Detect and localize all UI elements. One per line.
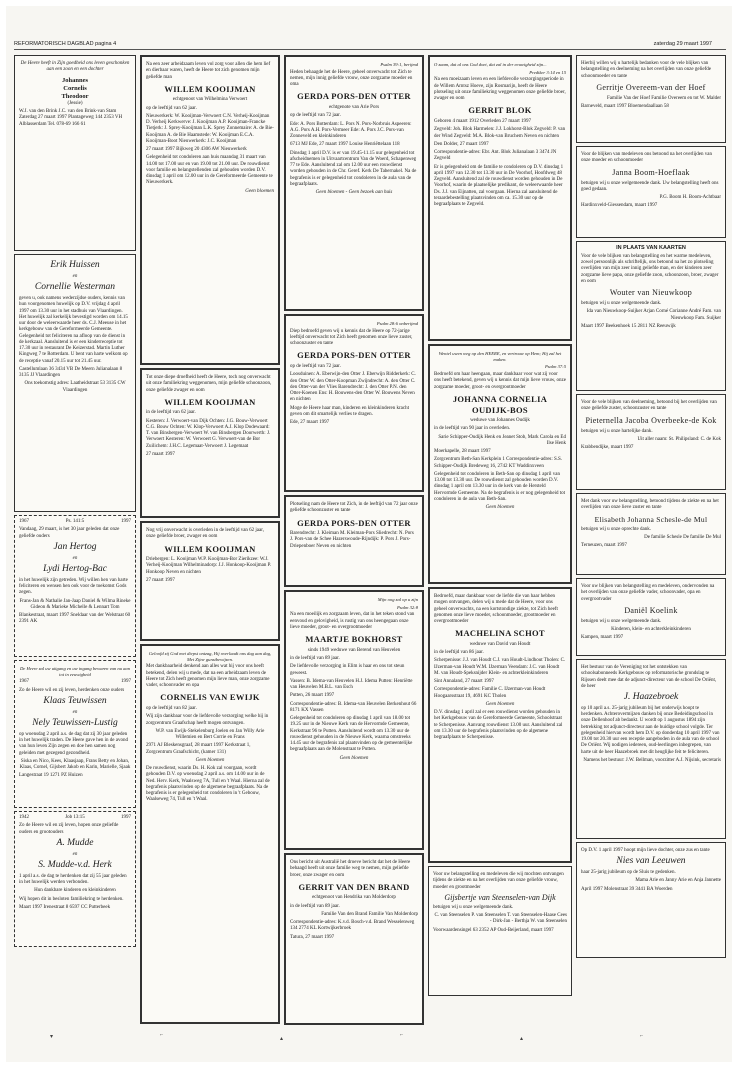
board-signatures: Namens het bestuur: J.W. Bellman, voorzitter A.J. Nijsink, secretaris xyxy=(583,757,721,763)
thanks-van-steenselen xyxy=(428,866,572,996)
thanks-schesle xyxy=(576,493,726,575)
obituary-bokhorst xyxy=(284,590,424,850)
family-list: Kesteren: J. Verwoert-van Dijk Ochten: J.G. Bouw-Verwoert C.G. Bouw Ochten: W. Klop-Verwoert A.J. Klop Dodewaard: T. van Binsbergen-Verwoert W. van Binsbergen Doorwerth: J. Verwoert Kesteren: W. Verwoert G. Verwoert-van de Bor Zuilichem: J.H.C. Legemaat-Verwoert J. Legemaat xyxy=(146,418,271,449)
en-text: en xyxy=(72,851,78,857)
announcement-intro: De Heere heeft in Zijn goedheid ons leven geschonken aan een zoon en een dochter xyxy=(20,61,130,73)
obituary-intro: Na een moeilijk en zorgzaam leven, dat in het teken stond van eenvoud en gelovigheid, is rustig van ons heengegaan onze lieve moeder, groot- en overgrootmoeder xyxy=(290,612,415,630)
column-4 xyxy=(428,55,572,999)
obituary-intro: Bedroefd om haar heengaan, maar dankbaar voor wat zij voor ons heeft betekend, geven wij u kennis dat mijn lieve vrouw, onze zorgzame moeder, groot- en overgrootmoeder xyxy=(434,372,566,390)
obituary-date: Moerkapelle, 28 maart 1997 xyxy=(434,449,491,455)
obituary-service: De rouwdienst, waarin Ds. H. Kok zal voorgaan, wordt gehouden D.V. op woensdag 2 april a.s. om 14.00 uur in de Ned. Herv. Kerk, Waalsweg 7A, Tull en 't Waal. Hierna zal de begrafenis plaatsvinden op de algemene begraafplaats. Na de begrafenis is er gelegenheid tot condoleren in 't Gebouw, Waalseweg 74, Tull en 't Waal. xyxy=(146,766,270,803)
correspondence-address: Correspondentie-adres: Familie C. IJzerman-van Houdt Hoogaarsstraat 19, 4691 KC Tholen xyxy=(434,687,546,699)
column-2 xyxy=(140,55,280,1027)
jubilee-body: op 10 april a.s. 25-jarig jubileum bij het onderwijs hoopt te herdenken. Achterovermijzen danken bij onze Bedeidingschool in onze Dellenhoof ab bedankt. U wordt op 1 augustus 1894 zijn betrekking tot adjunct-directeur aan de huidige school volgde. Ter gelegenheid hiervan wordt hem D.V. op donderdag 10 april 1997 van 19.00 tot 20.30 uur een receptie aangeboden in de aula van de school De Oriënt. Wij nodigen iedereen, oud-leerlingen inbegrepen, van harte uit de heer Haazebroek met dit heuglijke feit te feliciteren. xyxy=(581,705,720,755)
anniversary-intro: Zo de Heere wil en zij leven, herdenken onze ouders xyxy=(19,687,125,693)
future-address: Ons toekomstig adres: Laatheidstraat 53 3135 CW Vlaardingen xyxy=(24,381,126,393)
thanks-body: betuigen wij u onze hartelijke dank. xyxy=(581,428,653,434)
obituary-intro: Na een moeizaam leven en een liefdevolle verzorgingsperiode in de Willem Arntsz Hoeve, zijn Rosmarijn, heeft de Heere plotseling uit onze familiekring weggenomen onze geliefde broer, zwager en oom xyxy=(434,77,566,102)
anniversary-hertog xyxy=(14,515,136,657)
jubilee-van-leeuwen xyxy=(576,842,726,958)
obituary-intro: Na een zeer arbeidzaam leven vol zorg voor allen die hem lief en dierbaar waren, heeft de Heere tot zich genomen mijn geliefde man xyxy=(146,62,271,80)
obituary-date: 2971 AJ Bleskensgraaf, 28 maart 1997 Kerkstraat 1, Zorgcentrum Graafschicht, (kamer 131) xyxy=(146,743,251,755)
anniversary-body: op woensdag 2 april a.s. de dag dat zij 30 jaar geleden in het huwelijk traden. De Heere gave hen in de avond van hun leven Zijn zegen en doe hen samen nog geleiden met gezegend gezondheid. xyxy=(19,731,128,756)
obituary-note: Geen bloemen xyxy=(245,188,274,194)
husband-name: Klaas Teuwissen xyxy=(43,695,107,706)
bible-quote: O zaam, dat al ons God doet, dat zal in der eeuwigheid zijn... xyxy=(434,62,547,67)
thanks-address: Terneuzen, maart 1997 xyxy=(581,543,627,549)
year-end: 1997 xyxy=(121,519,131,524)
column-3 xyxy=(284,55,424,1028)
thanks-overeem xyxy=(576,55,726,143)
column-1 xyxy=(14,55,136,950)
thanks-address: Kampen, maart 1997 xyxy=(581,635,624,641)
section-title: IN PLAATS VAN KAARTEN xyxy=(616,245,686,251)
thanks-intro: Voor uw blijken van belangstelling en medeleven, ondervonden na het overlijden van onze geliefde vader, schoonvader, opa en overgrootvader xyxy=(581,584,715,602)
deceased-name: CORNELIS VAN EWIJK xyxy=(160,692,260,703)
anniversary-address: Langestraat 19 1271 PZ Huizen xyxy=(19,773,83,779)
scan-mark: ▾ xyxy=(50,1034,54,1040)
family-list: Loosduinen: A. Eberwijn-den Otter J. Eberwijn Ridderkerk: C. den Otter W. den Otter-Koopman Zwijndrecht: A. den Otter C. den Otter-van der Vlies Barendrecht: J. den Otter P.N. den Otter-Koenen Ens: H. Bouwens-den Otter W. Bouwens Neven en nichten xyxy=(290,372,416,403)
children-names: Frans-Jan & Nathalie Jan-Jaap Daniel & Wilma Rineke Gideon & Marieke Michelle & Lennart Tom xyxy=(19,598,131,610)
family-list: Ida van Nieuwkoop-Suijker Arjan Corné Corianne André Fam. van Nieuwkoop Fam. Suijker xyxy=(586,309,721,321)
obituary-body: Wij zijn dankbaar voor de liefdevolle verzorging welke hij in zorgcentrum Graafschap heeft mogen ontvangen. xyxy=(146,714,269,726)
child-nickname: (Jessie) xyxy=(67,100,83,106)
family-list: Nieuwerkerk: W. Kooijman-Verwoert C.N. Verheij-Kooijman D. Verheij Kerkwerve: J. Kooijman A.P. Kooijman-Francke Tietjerk: J. Sprey-Kooijman L.K. Sprey Zonnemaire: A. de Bie-Kooijman A. de Bie Haamstede: W. Kooijman E.C.A. Kooijman-Boot Nieuwerkerk: J.C. Kooijman xyxy=(146,113,274,144)
obituary-intro: Met dankbaarheid denkend aan alles wat hij voor ons heeft betekend, delen wij u mede, dat na een arbeidzaam leven de Heere tot Zich heeft genomen mijn lieve man, onze zorgzame vader, schoonvader en opa xyxy=(146,664,270,689)
children-names: Siska en Nico, Kees, Klaasjaap, Frans Betty en Johan, Klaas, Cornel, Gijsbert Jakob en Karin, Marielle, Sjaak xyxy=(19,758,131,771)
correspondence-address: Correspondentie-adres: B. Idema-van Heuvelen Berkenhout 66 8171 KX Vassen xyxy=(290,701,417,713)
verse-ref: Psalm 37:5 xyxy=(544,364,566,370)
obituary-service: Gelegenheid tot condoleren op dinsdag 1 april van 18.00 tot 19.25 uur in de Nieuwe Kerk van de Hervormde Gemeente, Kerkstraat 96 te Putten. Aansluitend wordt om 13.30 uur de rouwdienst gehouden in de Nieuwe Kerk, waarna omstreeks 14.45 uur de begrafenis zal plaatsvinden op de gemeentelijke begraafplaats aan de Molenstraat te Putten. xyxy=(290,716,413,753)
scan-mark: ⌐ xyxy=(640,1033,644,1039)
anniversary-note: Wij hopen dit in besloten familiekring te herdenken. xyxy=(19,896,124,902)
deceased-name: WILLEM KOOIJMAN xyxy=(164,543,256,554)
deceased-age: in de leeftijd van 90 jaar in overleden. xyxy=(434,426,511,432)
wedding-body: geven u, ook namens wederzijdse ouders, kennis van hun voorgenomen huwelijk op D.V. vrijdag 4 april 1997 om 13.30 uur in het stadhuis van Vlaardingen. Het huwelijk zal kerkelijk bevestigd worden om 14.15 uur door de weleerwaarde heer ds. C.J. Meeuse in het kerkgebouw van de Gereformeerde Gemeente. Gelegenheid tot feliciteren na afloop van de dienst in de kerkzaal. Aansluitend is er een kinderreceptie tot 17.30 uur in restaurant De Keizerstad. Martin Luther Kingweg 7 te Rotterdam. U bent van harte welkom op de receptie vanaf 20.15 uur tot 21.45 uur. xyxy=(19,296,128,364)
year-end: 1997 xyxy=(121,815,131,820)
announcement-body: W.J. van den Brink J.C. van den Brink-van Stam Zaterdag 27 maart 1997 Plantageweg 144 2353 VH Alblasserdam Tel. 078-69 166 61 xyxy=(19,109,123,127)
year-start: 1967 xyxy=(19,519,29,524)
deceased-name: Janna Boom-Hoeflaak xyxy=(612,167,690,177)
anniversary-mudde xyxy=(14,811,136,947)
deceased-age: op de leeftijd van 72 jaar. xyxy=(290,364,341,370)
family-list: De familie Schesle De familie De Mul xyxy=(644,535,721,541)
family-list: Sarie Schipper-Oudijk Henk en Jeanet Stob, Mark Carola en Ed Ilse Henk xyxy=(438,434,566,446)
obituary-body: De liefdevolle verzorging in Elim is haar en ons tot steun geweest. xyxy=(290,664,405,676)
anniversary-address: Maart 1997 Irenestraat 8 6597 CC Putterbeek xyxy=(19,904,111,910)
year-start: 1967 xyxy=(19,679,29,685)
obituary-date: Tatura, 27 maart 1997 xyxy=(290,934,335,940)
thanks-body: betuigen wij u onze welgemeende dank. xyxy=(581,301,662,307)
family-list: W.P. van Ewijk-Stekelenburg Joelen en Jan Willy Arie Willemien en Bert Corrie en Frans xyxy=(155,728,265,741)
scan-mark: ▴ xyxy=(280,1036,284,1042)
family-list: Scherpenisse: J.J. van Houdt C.J. van Houdt-Lindhout Tholen: C. IJzerman-van Houdt W.M. IJzerman Veendam: J.C. van Houdt M. van Houdt-Speksnijder Klein- en achterkleinkinderen xyxy=(434,658,566,676)
obituary-intro: Heden behaagde het de Heere, geheel onverwacht tot Zich te nemen, mijn innig geliefde vrouw, onze zorgzame moeder en oma xyxy=(290,69,413,88)
masthead-right: zaterdag 29 maart 1997 xyxy=(653,41,712,47)
deceased-age: op de leeftijd van 72 jaar. xyxy=(290,113,341,119)
thanks-body: betuigen wij u onze welgemeende dank. xyxy=(433,904,514,910)
correspondence-address: Correspondentie-adres: Ebr. Ant. Blok Julianalaan 3 3474 JN Zegveld xyxy=(434,150,557,162)
verse-ref: Prediker 3:14 en 15 xyxy=(529,69,566,75)
year-end: 1997 xyxy=(121,679,131,685)
obituary-kooijman-3 xyxy=(140,521,280,641)
obituary-body: D.V. dinsdag 1 april zal er een rouwdienst worden gehouden in het Kerkgebouw van de Gereformeerde Gemeente, Schoolstraat te Scherpenisse. Aanvang rouwdienst 13.00 uur. Aansluitend zal om 13.30 uur de begrafenis plaatsvinden op de algemene begraafplaats te Scherpenisse. xyxy=(434,710,563,741)
deceased-name: Pieternella Jacoba Overbeeke-de Kok xyxy=(585,415,717,425)
children-names: Hun dankbare kinderen en kleinkinderen xyxy=(34,888,116,894)
year-start: 1942 xyxy=(19,815,29,820)
thanks-body: betuigen wij u onze welgemeende dank. Uw belangstelling heeft ons goed gedaan. xyxy=(581,180,719,192)
deceased-subtitle: weduwe van David van Houdt xyxy=(469,641,531,647)
deceased-subtitle: echtgenoot van Hendrika van Molderdorp xyxy=(312,895,396,901)
deceased-subtitle: echtgenote van Arie Pors xyxy=(328,105,380,111)
anniversary-header xyxy=(19,815,131,821)
wife-name: S. Mudde-v.d. Herk xyxy=(38,859,112,870)
obituary-date: 27 maart 1997 xyxy=(146,577,175,583)
anniversary-intro: Zo de Heere wil en zij leven, hopen onze geliefde ouders en grootouders xyxy=(19,823,119,835)
jubilee-haazebroek xyxy=(576,659,726,839)
thanks-address: Hardinxveld-Giessendam, maart 1997 xyxy=(581,203,658,209)
deceased-age: in de leeftijd van 89 jaar. xyxy=(290,903,340,909)
correspondence-address: Correspondentie-adres: K.v.d. Bosch-v.d. Brand Wesselenweg 134 2774 KL Kortwijkerbroek xyxy=(290,920,415,932)
family-list: Ede: A. Pors Botterdam: L. Pors N. Pors-Norbruis Aspeeren: A.G. Pors A.H. Pors-Vermeer Ede: A. Pors J.C. Pors-van Zonneveld en kleinkinderen xyxy=(290,121,412,140)
masthead-left: REFORMATORISCH DAGBLAD pagina 4 xyxy=(14,41,117,47)
birth-announcement xyxy=(14,55,136,251)
masthead xyxy=(14,40,726,50)
obituary-date: Den Dolder, 27 maart 1997 xyxy=(434,141,489,147)
birth-death-dates: Geboren 4 maart 1912 Overleden 27 maart 1997 xyxy=(434,119,532,125)
deceased-name: Gerritje Overeem-van der Hoef xyxy=(596,82,706,92)
family-list: Mama Arie en Janny Arie en Anja Jannette xyxy=(635,878,721,884)
deceased-age: op de leeftijd van 62 jaar. xyxy=(146,105,197,111)
deceased-age: op de leeftijd van 82 jaar. xyxy=(146,706,197,712)
obituary-note: Geen bloemen xyxy=(485,505,515,511)
thanks-intro: Voor de vele blijken van deelneming, betoond bij het overlijden van onze geliefde zuster, schoonzuster en tante xyxy=(581,400,717,412)
anniversary-header xyxy=(19,519,131,525)
anniversary-teuwissen xyxy=(14,660,136,808)
correspondence-address: Zorgcentrum Beth-San Kerkplein 1 Correspondentie-adres: S.S. Schipper-Oudijk Bredeweg 16, 2742 KT Waddinxveen xyxy=(434,457,563,469)
scan-mark: ▴ xyxy=(520,1036,524,1042)
family-list: Kinderen, klein- en achterkleinkinderen xyxy=(611,627,691,632)
obituary-intro: Diep bedroefd geven wij u kennis dat de Heere op 72-jarige leeftijd onverwacht tot Zich heeft genomen onze lieve zuster, schoonzuster en tante xyxy=(290,328,413,347)
thanks-address: Maart 1997 Beekenhoek 15 2811 NZ Reeuwijk xyxy=(581,323,676,329)
family-list: Uit aller naam: St. Philipsland: C. de Kok xyxy=(637,436,721,442)
obituary-blok xyxy=(428,55,572,341)
obituary-intro: Nog vrij onverwacht is overleden in de leeftijd van 62 jaar, onze geliefde broer, zwager en oom xyxy=(146,528,264,540)
groom-name: Erik Huissen xyxy=(50,260,100,270)
column-5 xyxy=(576,55,726,961)
en-text: en xyxy=(72,273,78,279)
jubilee-intro: Het bestuur van de Vereniging tot het ontstekken van schoolsabonneeds Kerkgebouw op reformatorische grondslag te Rijssen deelt mee dat de adjunct-directeur van de school De Oriënt, de heer xyxy=(581,665,717,689)
obituary-schot xyxy=(428,587,572,863)
jubilee-name: Nies van Leeuwen xyxy=(616,856,686,867)
wedding-addresses: Castellumlaan 36 3434 VB De Meern Julianalaan 8 3135 JJ Vlaardingen xyxy=(19,366,123,378)
obituary-van-den-brand xyxy=(284,853,424,1025)
verse-ref: Psalm 39:1, berijmd xyxy=(380,62,418,67)
jubilee-address: April 1997 Molenstraat 39 3441 BA Woerden xyxy=(581,886,673,892)
obituary-pors-3 xyxy=(284,495,424,587)
deceased-subtitle: sinds 1949 weduwe van Berend van Heuvelen xyxy=(307,647,401,653)
obituary-intro: Plotseling nam de Heere tot Zich, in de leeftijd van 72 jaar onze geliefde schoonzuster en tante xyxy=(290,502,418,514)
thanks-intro: Voor de blijken van medeleven ons betoond na het overlijden van onze moeder en schoonmoeder xyxy=(581,152,712,164)
obituary-date: Sint Annaland, 27 maart 1997 xyxy=(434,679,494,685)
verse-ref: Ps. 141:5 xyxy=(65,519,85,524)
family-list: Zegveld: Joh. Blok Harmelen: J.J. Lokhorst-Blok Zegveld: P. van der Wind Zegveld: M.A. Blok-van Bruchem Neven en nichten xyxy=(434,127,566,139)
child-name-2: Cornelis xyxy=(63,84,87,92)
thanks-address: Barneveld, maart 1997 Bloemendaallaan 58 xyxy=(581,104,669,109)
obituary-body: Moge de Heere haar man, kinderen en kleinkinderen kracht geven om dit smartelijk verlies te dragen. xyxy=(290,405,409,417)
bible-quote: Wentel uwen weg op den HEERE, en vertrouw op Hem; Hij zal het maken. xyxy=(438,351,562,362)
jubilee-intro: Op D.V. 1 april 1997 hoopt mijn lieve dochter, onze zus en tante xyxy=(581,848,710,853)
obituary-pors-1 xyxy=(284,55,424,311)
thanks-address: Krabbendijke, maart 1997 xyxy=(581,445,634,450)
deceased-name: JOHANNA CORNELIA OUDIJK-BOS xyxy=(452,393,548,415)
deceased-age: in de leeftijd van 62 jaar. xyxy=(146,410,196,416)
deceased-name: GERDA PORS-DEN OTTER xyxy=(297,517,411,528)
verse-ref: Psalm 32:8 xyxy=(396,604,418,610)
deceased-name: WILLEM KOOIJMAN xyxy=(164,396,256,407)
deceased-subtitle: weduwe van Johannes Oudijk xyxy=(470,418,530,424)
obituary-intro: Tot onze diepe droefheid heeft de Heere, toch nog onverwacht uit onze familiekring weggenomen, mijn geliefde schoonzoon, onze geliefde zwager en oom xyxy=(146,375,272,393)
thanks-overbeeke xyxy=(576,394,726,490)
bible-quote: De Heere zal uw uitgang en uw ingang bewaren van nu aan tot in eeuwigheid xyxy=(19,666,131,677)
obituary-date: 27 maart 1997 Bijkweg 20 4306 AW Nieuwerkerk xyxy=(146,147,247,153)
deceased-name: GERRIT VAN DEN BRAND xyxy=(298,881,410,892)
family-list: Vassen: B. Idema-van Heuvelen H.J. Idema Putten: Henriëtte van Heuvelen M.B.L. van Esch xyxy=(290,678,413,691)
obituary-body: Gelegenheid tot condoleren in Beth-San op dinsdag 1 april van 13.00 tot 13.30 uur. De rouwdienst zal gehouden worden D.V. dinsdag 1 april om 13.30 uur in de kerk van de Hersteld Hervormde Gemeente. Na de begrafenis is er nog gelegenheid tot condoleren in de aula van Beth-San. xyxy=(434,471,566,502)
obituary-intro: Ons bericht uit Australië het droeve bericht dat het de Heere behaagd heeft uit onze familie weg te nemen, mijn geliefde broer, onze zwager en oom xyxy=(290,860,411,878)
thanks-intro: Voor uw belangstelling en medeleven die wij mochten ontvangen tijdens de ziekte en na het overlijden van onze geliefde vrouw, moeder en grootmoeder xyxy=(433,872,564,890)
family-list: P.G. Boom H. Boom-Achtbaar xyxy=(659,195,721,200)
obituary-note: Geen bloemen xyxy=(339,755,369,761)
bible-quote: Mijn oog zal op u zijn xyxy=(377,597,418,602)
obituary-kooijman-1 xyxy=(140,55,280,365)
thanks-intro: Met dank voor uw belangstelling, betoond tijdens de ziekte en na het overlijden van onze lieve zuster en tante xyxy=(581,499,719,511)
obituary-note: Geen bloemen xyxy=(485,701,515,707)
deceased-subtitle: echtgenoot van Wilhelmina Verwoert xyxy=(172,97,248,103)
bride-name: Cornellie Westerman xyxy=(34,282,116,293)
husband-name: A. Mudde xyxy=(56,837,94,848)
obituary-date: 27 maart 1997 xyxy=(146,451,175,457)
husband-name: Jan Hertog xyxy=(53,541,97,552)
anniversary-body: 1 april a.s. de dag te herdenken dat zij 55 jaar geleden in het huwelijk werden verbonden. xyxy=(19,873,127,885)
deceased-name: GERDA PORS-DEN OTTER xyxy=(297,91,411,102)
obituary-oudijk-bos xyxy=(428,344,572,584)
anniversary-body: in het huwelijk zijn getreden. Wij willen hen van harte feliciteren en wensen hen ook voor de toekomst Gods zegen. xyxy=(19,577,128,596)
thanks-address: Voorwaardensingel 63 2352 AP Oud-Beijerland, maart 1997 xyxy=(433,927,554,933)
thanks-van-nieuwkoop xyxy=(576,241,726,391)
anniversary-header xyxy=(19,679,131,685)
deceased-name: MAARTJE BOKHORST xyxy=(305,634,403,645)
deceased-name: Gijsbertje van Steenselen-van Dijk xyxy=(444,892,556,902)
thanks-body: betuigen wij u onze oprechte dank. xyxy=(581,526,651,532)
obituary-date: 6713 MJ Ede, 27 maart 1997 Louise Henriëttelaan 118 xyxy=(290,142,400,148)
scan-marks xyxy=(40,1030,700,1050)
family-list: Barendrecht: J. Kleiman M. Kleiman-Pors Sliedrecht: N. Pors J. Pors-van de Schee Hazerswoude-Rijndijk: P. Pors J. Pors-Driepenboer Neven en nichten xyxy=(290,531,414,549)
obituary-kooijman-2 xyxy=(140,368,280,518)
family-list: C. van Steenselen P. van Steenselen T. van Steenselen-Haase Cees - Dirk-Jan - Berthja W. van Steenselen xyxy=(434,913,567,925)
verse-ref: Psalm 28:6 onberijmd xyxy=(376,321,418,326)
deceased-name: MACHELINA SCHOT xyxy=(455,628,545,639)
deceased-name: GERDA PORS-DEN OTTER xyxy=(297,350,411,361)
obituary-body: Er is gelegenheid om de familie te condoleren op D.V. dinsdag 1 april 1997 van 12.30 tot 13.30 uur in De Voorhof, Hoofdweg 48 Zegveld. Aansluitend zal de rouwdienst worden gehouden in De Voorhof, waarin de plaatselijke predikant, de weleerwaarde heer Ds. J.J. van Eijnatten, zal voorgaan. Hierna zal aansluitend de teraardebestelling plaatsvinden om ca. 15.30 uur op de begraafplaats te Zegveld. xyxy=(434,164,564,208)
obituary-intro: Bedroefd, maar dankbaar voor de liefde die van haar hebben mogen ontvangen, delen wij u mede dat de Heere, voor ons geheel onverwachts, na een kortstondige ziekte, tot Zich heeft genomen onze lieve moeder, schoonmoeder, grootmoeder en overgrootmoeder xyxy=(434,594,558,624)
jubilee-name: J. Haazebroek xyxy=(623,692,679,702)
family-list: Driebergen: L. Kooijman W.P. Kooijman-Bor Zierikzee: W.J. Verheij-Kooijman Wilhelminadorp: J.J. Honkoop-Kooijman P. Honkoop Neven en nichten xyxy=(146,557,272,575)
bible-quote: Geloofd zij God met diepst ontzag, Hij overlaadt ons dag aan dag, Met Zijne gunstbewijzen. xyxy=(148,651,272,662)
thanks-body: betuigen wij u onze welgemeende dank. xyxy=(581,618,662,624)
family-list: Familie Van den Brand Familie Van Molderdorp xyxy=(321,911,418,917)
obituary-pors-2 xyxy=(284,314,424,492)
en-text: en xyxy=(72,555,78,561)
obituary-date: Putten, 26 maart 1997 xyxy=(290,693,335,699)
thanks-boom xyxy=(576,146,726,238)
thanks-intro: Hierbij willen wij u hartelijk bedanken voor de vele blijken van belangstelling en deelneming na het overlijden van onze geliefde schoonmoeder en tante xyxy=(581,61,711,79)
obituary-note: Geen bloemen xyxy=(195,757,225,763)
deceased-age: in de leeftijd van 89 jaar. xyxy=(290,656,340,662)
deceased-name: Elisabeth Johanna Schesle-de Mul xyxy=(594,514,708,524)
thanks-intro: Voor de vele blijken van belangstelling en het warme medeleven, zowel persoonlijk als schriftelijk, ons betoond na het zo plotseling overlijden van mijn zeer innig geliefde man, en der kinderen zeer zorgzame lieve papa, onze geliefde zoon, schoonzoon, broer, zwager en oom xyxy=(581,253,719,284)
obituary-van-ewijk xyxy=(140,644,280,1024)
deceased-name: WILLEM KOOIJMAN xyxy=(164,83,256,94)
child-name-1: Johannes xyxy=(61,76,88,84)
obituary-note: Geen bloemen - Geen bezoek aan huis xyxy=(315,190,393,196)
anniversary-intro: Vandaag, 29 maart, is het 30 jaar geleden dat onze geliefde ouders xyxy=(19,527,120,539)
deceased-age: in de leeftijd van 86 jaar. xyxy=(434,650,484,656)
anniversary-address: Blankestraat, maart 1997 Sneldaar van der Welstraat 60 2391 AK xyxy=(19,613,131,625)
thanks-koelink xyxy=(576,578,726,656)
jubilee-body: haar 25-jarig jubileum op de Sluis te gedenken. xyxy=(581,870,676,876)
child-name-3: Theodoor xyxy=(61,92,89,100)
obituary-body: Dinsdag 1 april D.V. is er van 19.45-11.15 uur gelegenheid tot afscheidnemen in Uitvaartcentrum Van de Woerd, Schapenweg 77 te Ede. Aansluitend zal om 12.00 uur een rouwdienst worden gehouden in de Chr. Geref. Kerk De Tabernakel. Na de begrafenis is er gelegenheid tot condoleren in de aula van de begraafplaats. xyxy=(290,150,417,187)
family-list: Familie Van der Hoef Familie Overeem en tot W. Malder xyxy=(606,95,721,101)
obituary-body: Gelegenheid tot condoleren aan huis maandag 31 maart van 14.00 tot 17.00 uur en van 19.00 tot 21.00 uur. De rouwdienst voor familie en belangstellenden zal gehouden worden D.V. dinsdag 1 april om 12.00 uur in de Gereformeerde Gemeente te Nieuwerkerk. xyxy=(146,155,273,186)
obituary-date: Ede, 27 maart 1997 xyxy=(290,420,330,426)
en-text: en xyxy=(72,709,78,715)
deceased-name: Wouter van Nieuwkoop xyxy=(609,288,693,298)
wife-name: Nely Teuwissen-Lustig xyxy=(32,718,118,729)
deceased-name: Daniël Koelink xyxy=(624,605,678,615)
scan-mark: ⌐ xyxy=(160,1032,164,1038)
deceased-name: GERRIT BLOK xyxy=(468,105,532,116)
scan-mark: ⌐ xyxy=(400,1032,404,1038)
wife-name: Lydi Hertog-Bac xyxy=(43,563,107,574)
verse-ref: Job 13:15 xyxy=(65,815,85,820)
wedding-announcement xyxy=(14,254,136,512)
